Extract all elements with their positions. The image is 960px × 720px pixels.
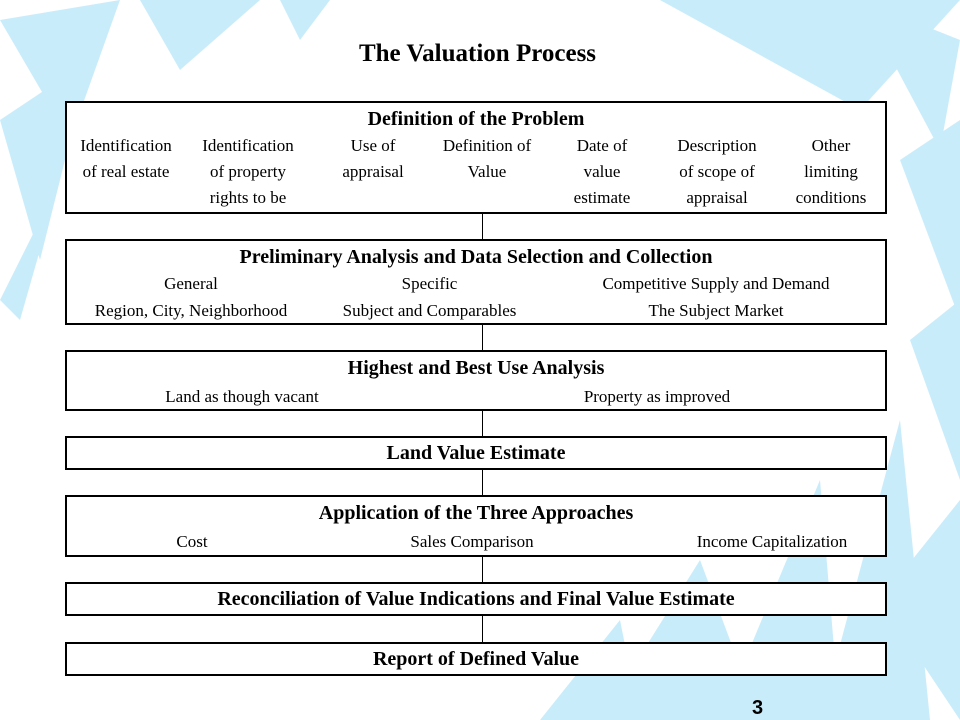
definition-column: Other limiting conditions [795, 136, 867, 207]
box-title: Land Value Estimate [386, 442, 566, 464]
box-title: Report of Defined Value [372, 648, 580, 670]
land-value-box [65, 436, 887, 470]
definition-of-problem-box [65, 101, 887, 214]
box-title: Application of the Three Approaches [318, 502, 634, 524]
general-detail: Region, City, Neighborhood [94, 301, 288, 320]
definition-column: Definition of Value [442, 136, 532, 181]
page-number: 3 [752, 697, 764, 719]
definition-column: Identification of property rights to be [202, 136, 294, 207]
connector-line [482, 468, 483, 496]
box-title: Highest and Best Use Analysis [347, 357, 605, 379]
reconciliation-box [65, 582, 887, 616]
connector-line [482, 323, 483, 351]
subject-market-label: The Subject Market [648, 301, 784, 320]
slide-title: The Valuation Process [358, 40, 597, 67]
report-box [65, 642, 887, 676]
connector-line [482, 212, 483, 240]
income-capitalization-label: Income Capitalization [696, 532, 848, 551]
box-title: Preliminary Analysis and Data Selection and Collection [239, 246, 713, 268]
preliminary-analysis-box [65, 239, 887, 325]
connector-line [482, 409, 483, 437]
cost-label: Cost [176, 532, 208, 551]
specific-detail: Subject and Comparables [342, 301, 517, 320]
supply-demand-label: Competitive Supply and Demand [602, 274, 830, 293]
definition-column: Use of appraisal [342, 136, 404, 181]
connector-line [482, 555, 483, 583]
highest-best-use-box [65, 350, 887, 411]
connector-line [482, 613, 483, 642]
definition-column: Date of value estimate [573, 136, 631, 207]
sales-comparison-label: Sales Comparison [410, 532, 534, 551]
box-title: Reconciliation of Value Indications and Final Value Estimate [217, 588, 735, 610]
definition-column: Description of scope of appraisal [677, 136, 757, 207]
specific-label: Specific [401, 274, 458, 293]
property-improved-label: Property as improved [583, 387, 731, 406]
definition-column: Identification of real estate [80, 136, 172, 181]
box-title: Definition of the Problem [367, 108, 585, 130]
three-approaches-box [65, 495, 887, 557]
land-vacant-label: Land as though vacant [165, 387, 319, 406]
general-label: General [164, 274, 218, 293]
